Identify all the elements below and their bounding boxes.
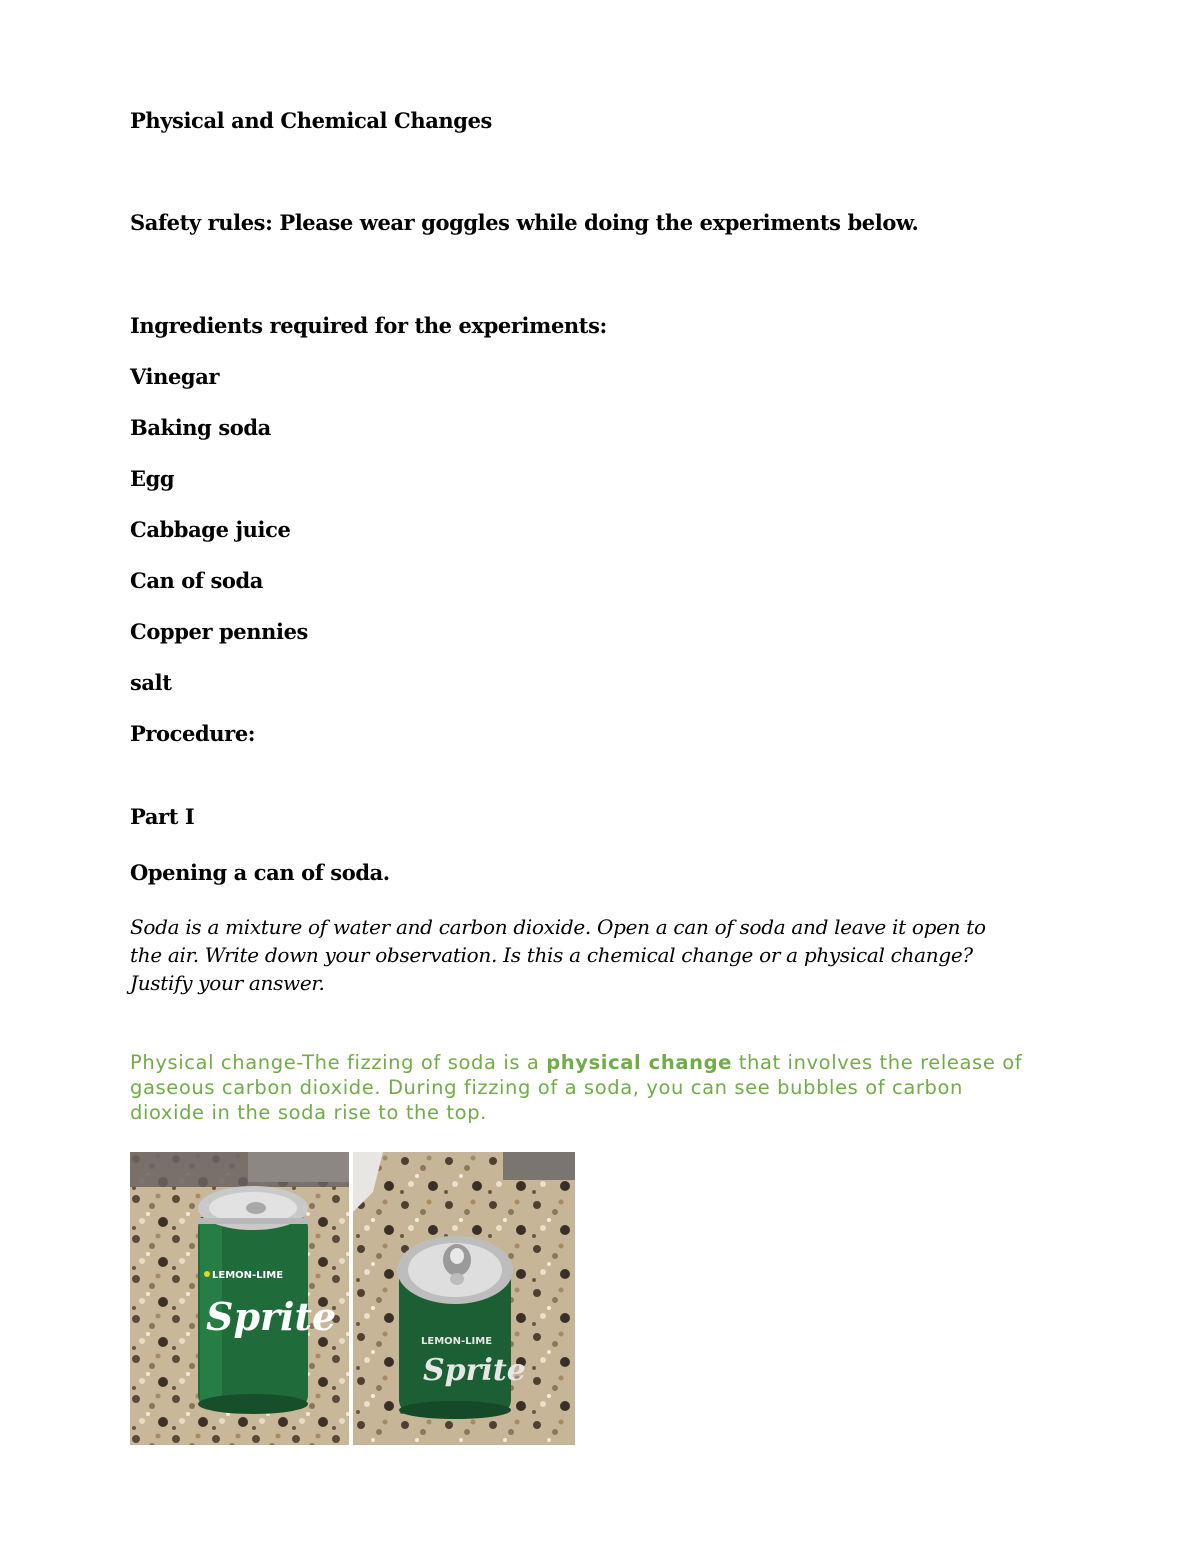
can-label-small: LEMON-LIME <box>212 1270 284 1281</box>
ingredient-item: Egg <box>130 466 175 491</box>
document-title: Physical and Chemical Changes <box>130 108 492 133</box>
ingredient-item: salt <box>130 670 172 695</box>
can-brand-text: Sprite <box>423 1353 526 1388</box>
can-label-small: LEMON-LIME <box>421 1336 493 1347</box>
procedure-heading: Procedure: <box>130 721 256 746</box>
opened-can-photo <box>353 1152 575 1445</box>
part-heading: Part I <box>130 804 195 829</box>
safety-rules: Safety rules: Please wear goggles while doing the experiments below. <box>130 210 919 235</box>
answer-paragraph <box>130 1050 1030 1125</box>
experiment-instructions: Soda is a mixture of water and carbon dioxide. Open a can of soda and leave it open to the air. Write down your observation. Is this a chemical change or a physical change? Justify your answer. <box>130 915 986 995</box>
answer-text-after: that involves the release of gaseous carbon dioxide. During fizzing of a soda, you can see bubbles of carbon dioxide in the soda rise to the top. <box>130 1051 1023 1124</box>
ingredients-heading: Ingredients required for the experiments: <box>130 313 607 338</box>
experiment-title: Opening a can of soda. <box>130 860 390 885</box>
ingredient-item: Copper pennies <box>130 619 308 644</box>
answer-highlight: physical change <box>546 1051 732 1074</box>
can-brand-text: Sprite <box>206 1294 337 1339</box>
answer-text-before: Physical change-The fizzing of soda is a <box>130 1051 547 1074</box>
ingredient-item: Vinegar <box>130 364 220 389</box>
ingredient-item: Cabbage juice <box>130 517 291 542</box>
closed-can-photo <box>130 1152 349 1445</box>
ingredient-item: Can of soda <box>130 568 263 593</box>
ingredient-item: Baking soda <box>130 415 271 440</box>
